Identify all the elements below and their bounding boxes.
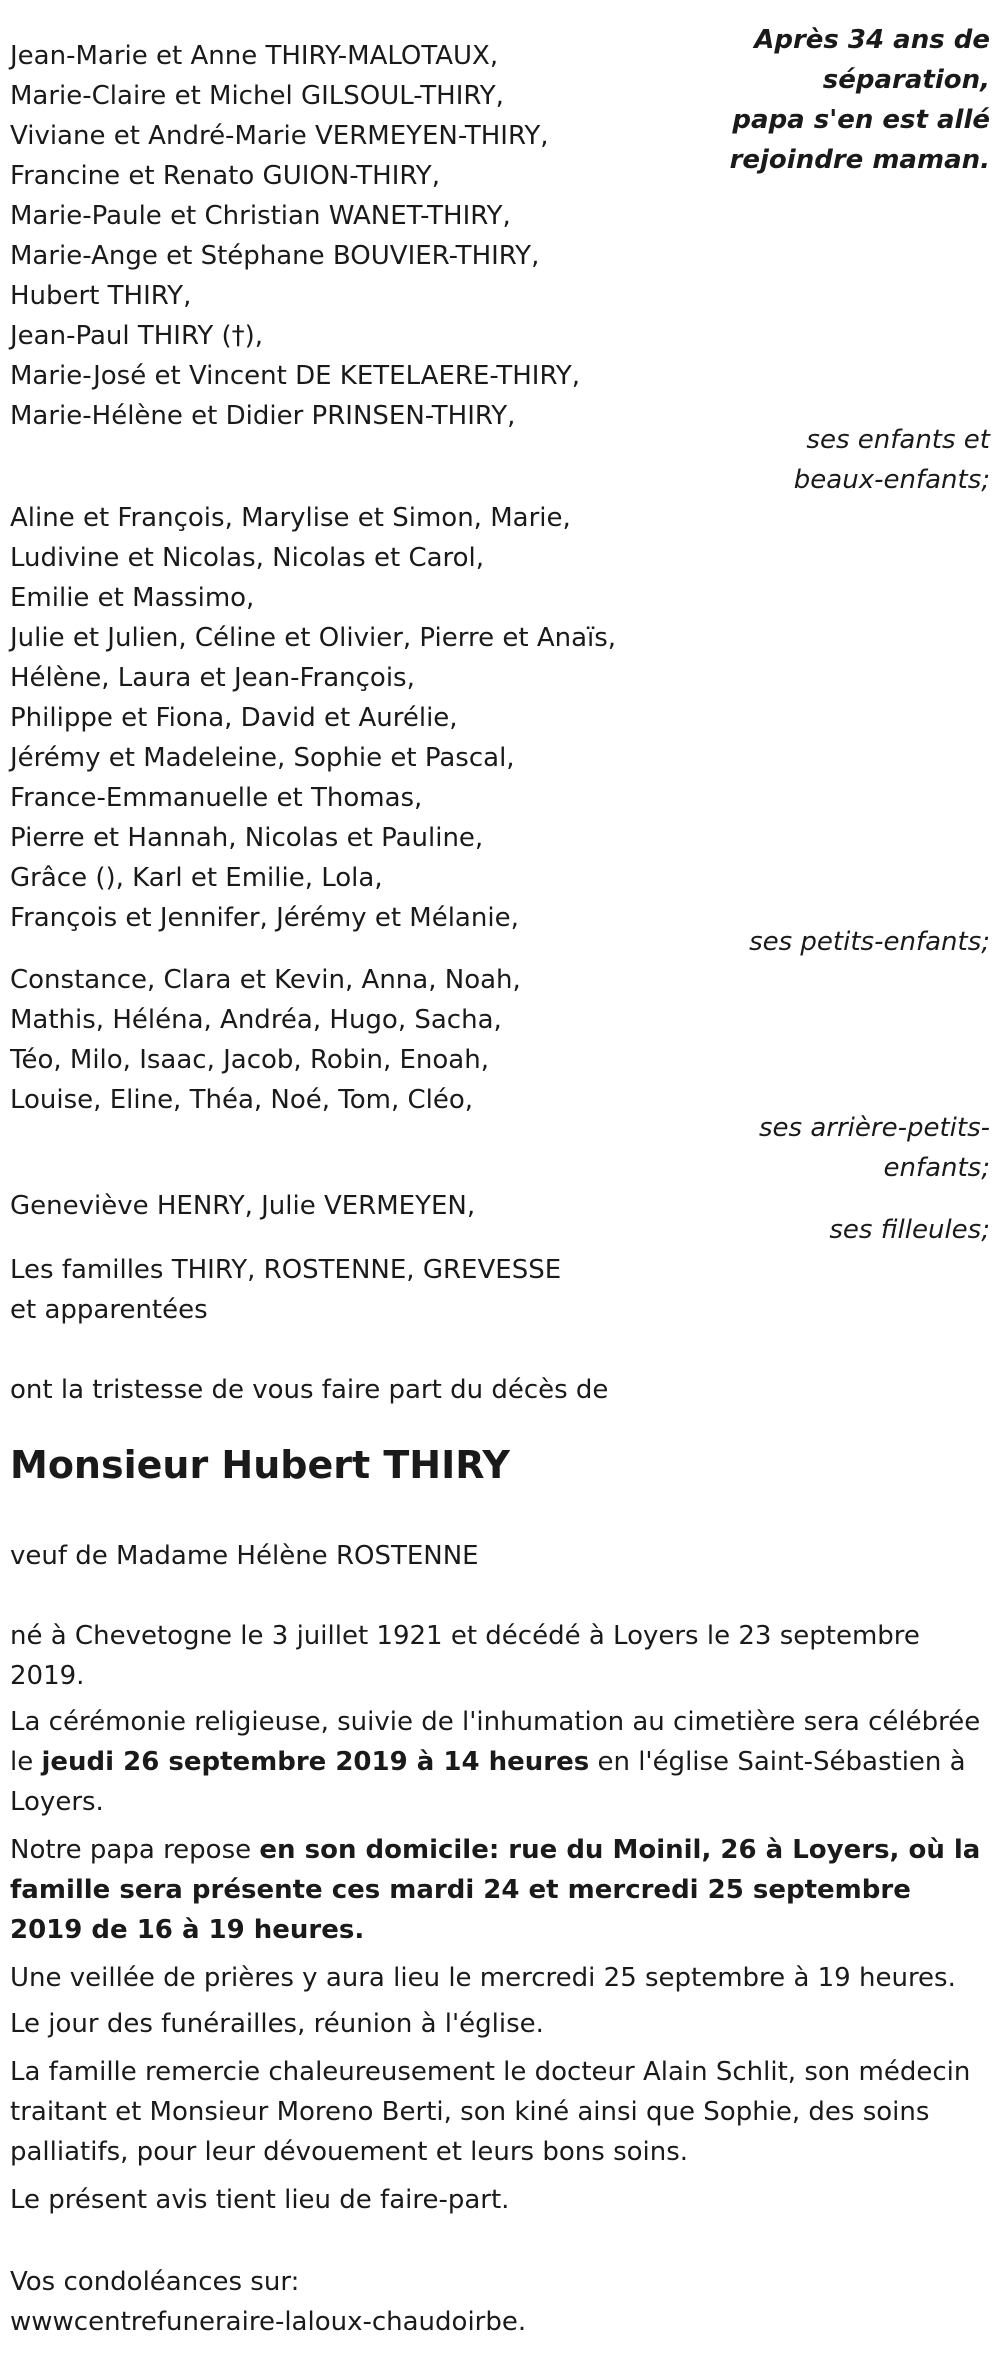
list-item: Jérémy et Madeleine, Sophie et Pascal, bbox=[10, 743, 515, 773]
quote-line: papa s'en est allé bbox=[732, 105, 990, 135]
birth-death: né à Chevetogne le 3 juillet 1921 et décédé à Loyers le 23 septembre 2019. bbox=[10, 1621, 920, 1691]
list-item: France-Emmanuelle et Thomas, bbox=[10, 783, 423, 813]
widower-line: veuf de Madame Hélène ROSTENNE bbox=[10, 1541, 479, 1571]
ceremony-location: en l'église Saint-Sébastien à Loyers. bbox=[10, 1747, 966, 1817]
great-grandchildren-label bbox=[759, 1108, 990, 1188]
relation-label: beaux-enfants; bbox=[793, 465, 990, 495]
list-item: Ludivine et Nicolas, Nicolas et Carol, bbox=[10, 543, 485, 573]
list-item: Hubert THIRY, bbox=[10, 281, 192, 311]
list-item: Marie-Hélène et Didier PRINSEN-THIRY, bbox=[10, 401, 516, 431]
ceremony-paragraph bbox=[10, 1702, 990, 1822]
thanks-paragraph: La famille remercie chaleureusement le docteur Alain Schlit, son médecin traitant et Monsieur Moreno Berti, son kiné ainsi que Sophie, des soins palliatifs, pour leur dévouement et leurs bons soins. bbox=[10, 2057, 971, 2167]
list-item: Pierre et Hannah, Nicolas et Pauline, bbox=[10, 823, 484, 853]
relation-label: ses filleules; bbox=[829, 1215, 990, 1245]
grandchildren-list bbox=[10, 498, 616, 938]
list-item: Marie-Ange et Stéphane BOUVIER-THIRY, bbox=[10, 241, 540, 271]
great-grandchildren-list bbox=[10, 960, 521, 1120]
list-item: Geneviève HENRY, Julie VERMEYEN, bbox=[10, 1191, 476, 1221]
list-item: Hélène, Laura et Jean-François, bbox=[10, 663, 415, 693]
godchildren-list bbox=[10, 1186, 475, 1226]
relation-label: ses petits-enfants; bbox=[749, 927, 990, 957]
relation-label: ses arrière-petits- bbox=[759, 1113, 990, 1143]
quote-line: rejoindre maman. bbox=[729, 145, 990, 175]
list-item: Grâce (), Karl et Emilie, Lola, bbox=[10, 863, 383, 893]
funeral-day-line: Le jour des funérailles, réunion à l'église. bbox=[10, 2009, 544, 2039]
quote-line: séparation, bbox=[822, 65, 990, 95]
godchildren-label bbox=[829, 1210, 990, 1250]
list-item: Jean-Marie et Anne THIRY-MALOTAUX, bbox=[10, 41, 499, 71]
condolences-block bbox=[10, 2262, 526, 2342]
children-label bbox=[794, 420, 990, 500]
list-item: Mathis, Héléna, Andréa, Hugo, Sacha, bbox=[10, 1005, 502, 1035]
list-item: Viviane et André-Marie VERMEYEN-THIRY, bbox=[10, 121, 549, 151]
list-item: Jean-Paul THIRY (†), bbox=[10, 321, 264, 351]
list-item: Aline et François, Marylise et Simon, Marie, bbox=[10, 503, 571, 533]
list-item: Emilie et Massimo, bbox=[10, 583, 255, 613]
list-item: Louise, Eline, Théa, Noé, Tom, Cléo, bbox=[10, 1085, 474, 1115]
list-item: Les familles THIRY, ROSTENNE, GREVESSE bbox=[10, 1255, 562, 1285]
list-item: Marie-Claire et Michel GILSOUL-THIRY, bbox=[10, 81, 504, 111]
repose-text: Notre papa repose bbox=[10, 1835, 260, 1865]
list-item: Marie-José et Vincent DE KETELAERE-THIRY, bbox=[10, 361, 581, 391]
ceremony-text: La cérémonie religieuse, suivie de l'inhumation au cimetière sera célébrée le bbox=[10, 1707, 981, 1777]
grandchildren-label bbox=[749, 922, 990, 962]
announcement: ont la tristesse de vous faire part du décès de bbox=[10, 1375, 609, 1405]
children-list bbox=[10, 36, 580, 436]
relation-label: ses enfants et bbox=[806, 425, 990, 455]
quote-line: Après 34 ans de bbox=[754, 25, 990, 55]
repose-details: en son domicile: rue du Moinil, 26 à Loyers, où la famille sera présente ces mardi 24 et mercredi 25 septembre 2019 de 16 à 19 heures. bbox=[10, 1835, 981, 1945]
deceased-name: Monsieur Hubert THIRY bbox=[10, 1443, 510, 1487]
relation-label: enfants; bbox=[883, 1153, 990, 1183]
list-item: et apparentées bbox=[10, 1295, 208, 1325]
list-item: Constance, Clara et Kevin, Anna, Noah, bbox=[10, 965, 521, 995]
condolences-website: wwwcentrefuneraire-laloux-chaudoirbe. bbox=[10, 2307, 527, 2337]
list-item: Julie et Julien, Céline et Olivier, Pierre et Anaïs, bbox=[10, 623, 617, 653]
condolences-label: Vos condoléances sur: bbox=[10, 2267, 300, 2297]
vigil-line: Une veillée de prières y aura lieu le mercredi 25 septembre à 19 heures. bbox=[10, 1963, 956, 1993]
repose-paragraph bbox=[10, 1830, 990, 1950]
list-item: François et Jennifer, Jérémy et Mélanie, bbox=[10, 903, 519, 933]
quote-block bbox=[730, 20, 990, 180]
ceremony-date: jeudi 26 septembre 2019 à 14 heures bbox=[41, 1747, 590, 1777]
list-item: Téo, Milo, Isaac, Jacob, Robin, Enoah, bbox=[10, 1045, 489, 1075]
families-block bbox=[10, 1250, 561, 1330]
list-item: Francine et Renato GUION-THIRY, bbox=[10, 161, 440, 191]
list-item: Marie-Paule et Christian WANET-THIRY, bbox=[10, 201, 511, 231]
list-item: Philippe et Fiona, David et Aurélie, bbox=[10, 703, 458, 733]
notice-line: Le présent avis tient lieu de faire-part. bbox=[10, 2185, 510, 2215]
